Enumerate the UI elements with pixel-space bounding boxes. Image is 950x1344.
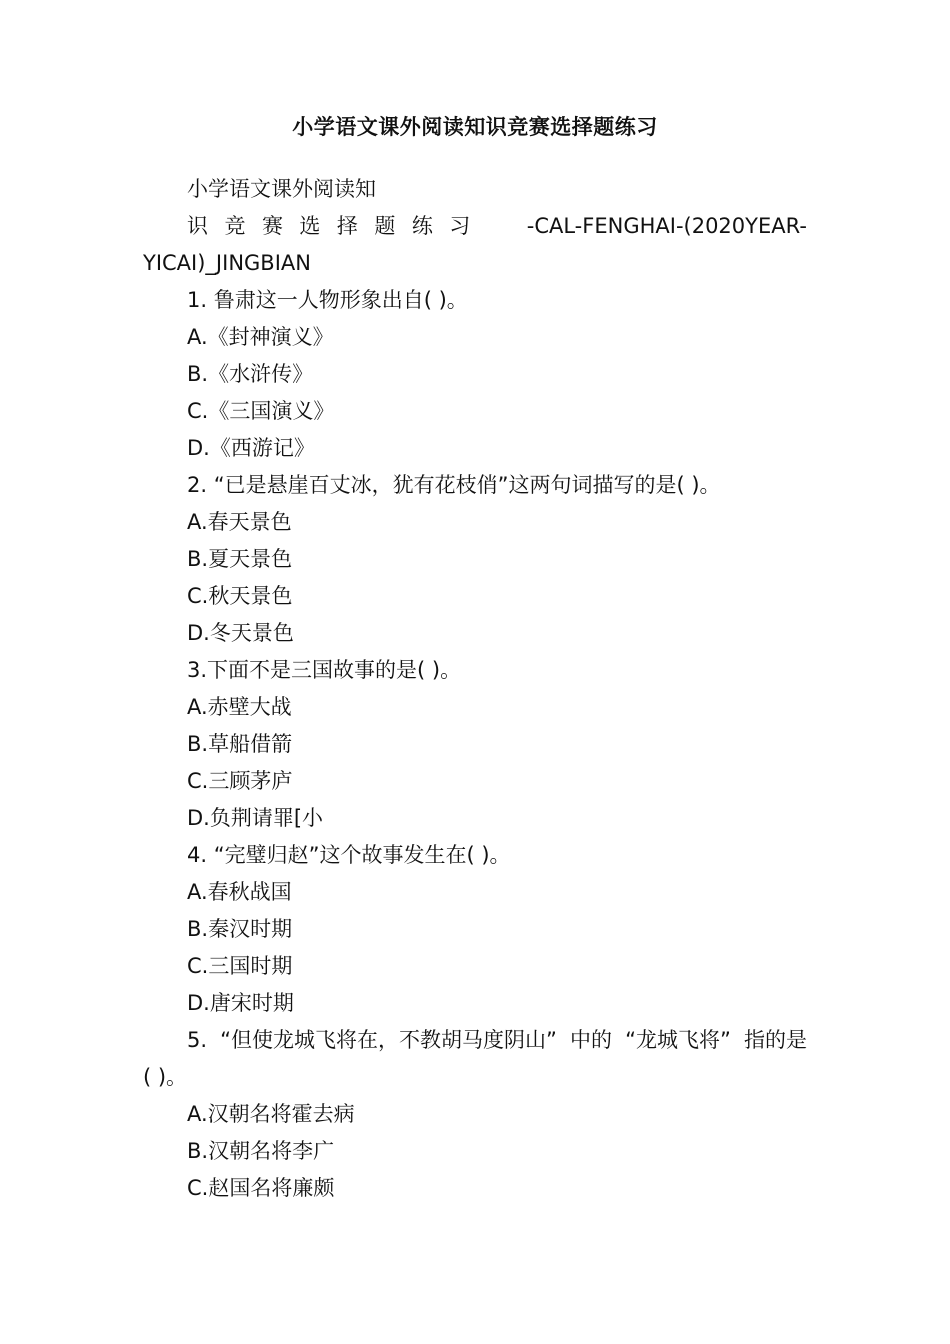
- question-option: A.《封神演义》: [187, 325, 334, 349]
- question-option: C.三顾茅庐: [187, 769, 293, 793]
- question-option: A.春秋战国: [187, 880, 292, 904]
- intro-line-1: 小学语文课外阅读知: [187, 177, 376, 201]
- intro-char: 择: [336, 214, 358, 238]
- document-title: 小学语文课外阅读知识竞赛选择题练习: [292, 115, 658, 139]
- document-body: [143, 171, 807, 1207]
- question-option: B.草船借箭: [187, 732, 293, 756]
- q5-stem-part: 5.: [187, 1028, 208, 1052]
- question-stem-5-wrap: ( )。: [143, 1065, 188, 1089]
- question-option: D.唐宋时期: [187, 991, 294, 1015]
- question-stem-4: 4. “完璧归赵”这个故事发生在( )。: [187, 843, 511, 867]
- intro-char: 选: [299, 214, 321, 238]
- question-option: D.《西游记》: [187, 436, 315, 460]
- question-option: D.冬天景色: [187, 621, 294, 645]
- question-stem-1: 1. 鲁肃这一人物形象出自( )。: [187, 288, 468, 312]
- question-option: C.《三国演义》: [187, 399, 335, 423]
- question-option: C.三国时期: [187, 954, 293, 978]
- q5-stem-part: 中的: [570, 1028, 612, 1052]
- intro-char: 识: [187, 214, 208, 238]
- question-option: A.赤壁大战: [187, 695, 292, 719]
- intro-char: 赛: [261, 214, 283, 238]
- question-option: C.秋天景色: [187, 584, 293, 608]
- intro-char: 练: [411, 214, 433, 238]
- question-stem-3: 3.下面不是三国故事的是( )。: [187, 658, 462, 682]
- question-option: C.赵国名将廉颇: [187, 1176, 335, 1200]
- intro-char: 题: [374, 214, 396, 238]
- question-option: A.汉朝名将霍去病: [187, 1102, 355, 1126]
- question-option: B.秦汉时期: [187, 917, 293, 941]
- intro-line-3: YICAI)_JINGBIAN: [143, 251, 311, 275]
- question-option: B.《水浒传》: [187, 362, 314, 386]
- question-option: B.汉朝名将李广: [187, 1139, 335, 1163]
- question-option: A.春天景色: [187, 510, 292, 534]
- question-option: D.负荆请罪[小: [187, 806, 324, 830]
- q5-stem-part: “龙城飞将”: [625, 1028, 731, 1052]
- intro-code: -CAL-FENGHAI-(2020YEAR-: [526, 214, 807, 238]
- question-stem-2: 2. “已是悬崖百丈冰，犹有花枝俏”这两句词描写的是( )。: [187, 473, 721, 497]
- q5-stem-part: 指的是: [743, 1028, 807, 1052]
- intro-char: 习: [449, 214, 471, 238]
- question-stem-5: [143, 1022, 807, 1059]
- intro-char: 竞: [224, 214, 246, 238]
- intro-line-2: [143, 208, 807, 245]
- q5-stem-part: “但使龙城飞将在，不教胡马度阴山”: [220, 1028, 557, 1052]
- question-option: B.夏天景色: [187, 547, 293, 571]
